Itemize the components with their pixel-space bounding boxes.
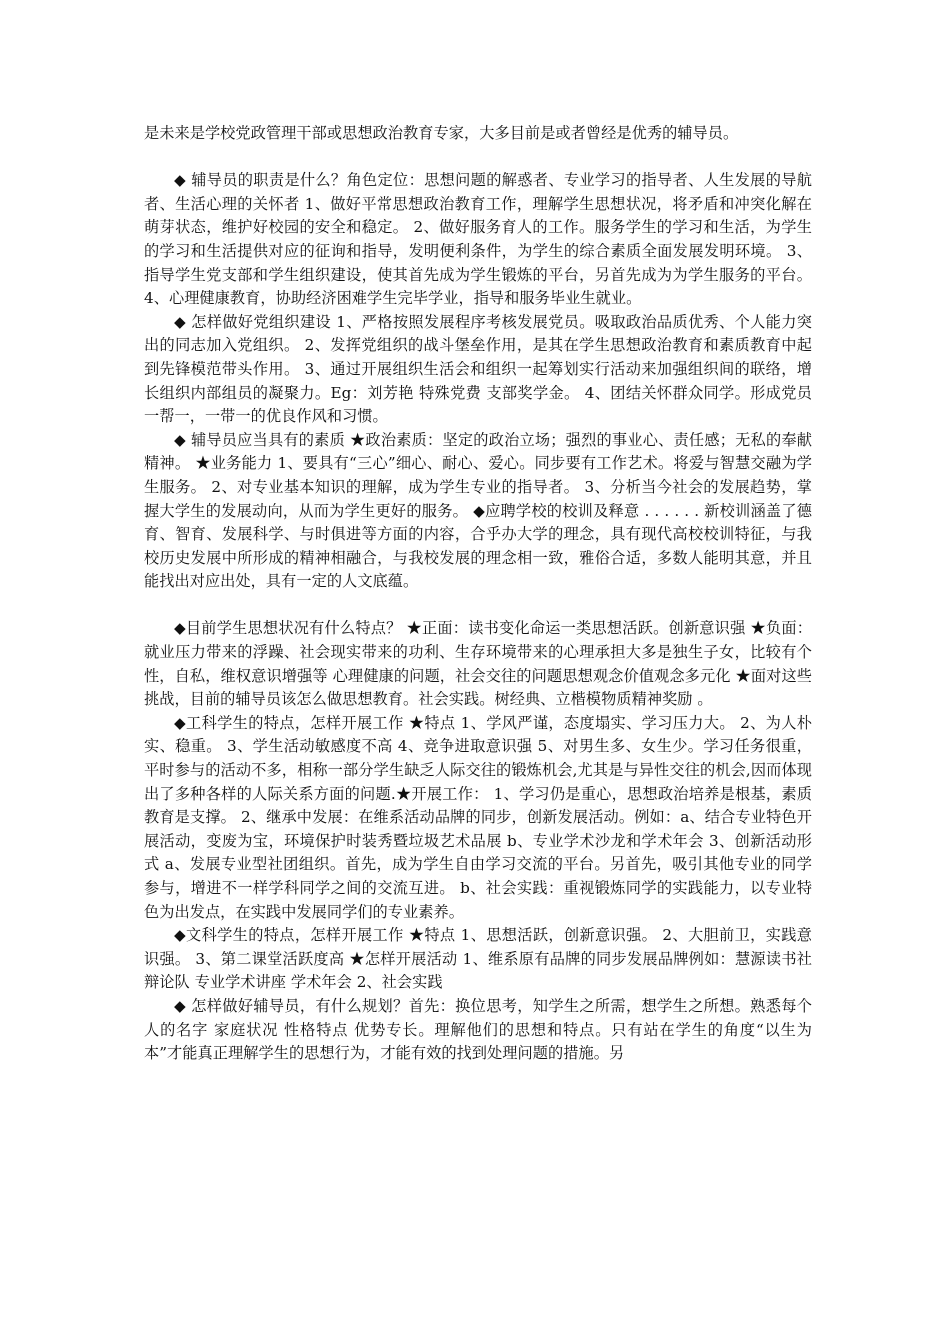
paragraph-counselor-plan: ◆ 怎样做好辅导员，有什么规划？首先：换位思考，知学生之所需，想学生之所想。熟悉每个人的名字 家庭状况 性格特点 优势专长。理解他们的思想和特点。只有站在学生的角度“以生为本”才能真正理解学生的思想行为，才能有效的找到处理问题的措施。另 — [144, 996, 812, 1063]
paragraph-gap — [144, 146, 812, 170]
paragraph-gap — [144, 594, 812, 618]
paragraph-liberal-arts-students: ◆文科学生的特点，怎样开展工作 ★特点 1、思想活跃，创新意识强。 2、大胆前卫，实践意识强。 3、第二课堂活跃度高 ★怎样开展活动 1、维系原有品牌的同步发展品牌例如：慧源读书社 辩论队 专业学术讲座 学术年会 2、社会实践 — [144, 926, 812, 992]
paragraph-counselor-duties: ◆ 辅导员的职责是什么？角色定位：思想问题的解惑者、专业学习的指导者、人生发展的导航者、生活心理的关怀者 1、做好平常思想政治教育工作，理解学生思想状况，将矛盾和冲突化解在萌芽状态，维护好校园的安全和稳定。 2、做好服务育人的工作。服务学生的学习和生活，为学生的学习和生活提供对应的征询和指导，发明便利条件，为学生的综合素质全面发展发明环境。 3、指导学生党支部和学生组织建设，使其首先成为学生锻炼的平台，另首先成为为学生服务的平台。 4、心理健康教育，协助经济困难学生完毕学业，指导和服务毕业生就业。 — [144, 171, 812, 308]
paragraph-student-thinking: ◆目前学生思想状况有什么特点？ ★正面：读书变化命运一类思想活跃。创新意识强 ★负面：就业压力带来的浮躁、社会现实带来的功利、生存环境带来的心理承担大多是独生子女，比较有个性，自私，维权意识增强等 心理健康的问题，社会交往的问题思想观念价值观念多元化 ★面对这些挑战，目前的辅导员该怎么做思想教育。社会实践。树经典、立楷模物质精神奖励 。 — [144, 619, 812, 709]
paragraph-party-building: ◆ 怎样做好党组织建设 1、严格按照发展程序考核发展党员。吸取政治品质优秀、个人能力突出的同志加入党组织。 2、发挥党组织的战斗堡垒作用，是其在学生思想政治教育和素质教育中起到先锋模范带头作用。 3、通过开展组织生活会和组织一起筹划实行活动来加强组织间的联络，增长组织内部组员的凝聚力。Eg：刘芳艳 特殊党费 支部奖学金。 4、团结关怀群众同学。形成党员一帮一，一带一的优良作风和习惯。 — [144, 312, 812, 426]
paragraph-engineering-students: ◆工科学生的特点，怎样开展工作 ★特点 1、学风严谨，态度塌实、学习压力大。 2、为人朴实、稳重。 3、学生活动敏感度不高 4、竞争进取意识强 5、对男生多、女生少。学习任务很重，平时参与的活动不多，相称一部分学生缺乏人际交往的锻炼机会,尤其是与异性交往的机会,因而体现出了多种各样的人际关系方面的问题.★开展工作： 1、学习仍是重心，思想政治培养是根基，素质教育是支撑。 2、继承中发展：在维系活动品牌的同步，创新发展活动。例如：a、结合专业特色开展活动，变废为宝，环境保护时装秀暨垃圾艺术品展 b、专业学术沙龙和学术年会 3、创新活动形式 a、发展专业型社团组织。首先，成为学生自由学习交流的平台。另首先，吸引其他专业的同学参与，增进不一样学科同学之间的交流互进。 b、社会实践：重视锻炼同学的实践能力，以专业特色为出发点，在实践中发展同学们的专业素养。 — [144, 713, 812, 921]
document-page — [144, 122, 812, 1066]
paragraph-counselor-qualities: ◆ 辅导员应当具有的素质 ★政治素质：坚定的政治立场；强烈的事业心、责任感；无私的奉献精神。 ★业务能力 1、要具有“三心”细心、耐心、爱心。同步要有工作艺术。将爱与智慧交融为学生服务。 2、对专业基本知识的理解，成为学生专业的指导者。 3、分析当今社会的发展趋势，掌握大学生的发展动向，从而为学生更好的服务。 ◆应聘学校的校训及释意 . . . . . . 新校训涵盖了德育、智育、发展科学、与时俱进等方面的内容，合乎办大学的理念，具有现代高校校训特征，与我校历史发展中所形成的精神相融合，与我校发展的理念相一致，雅俗合适，多数人能明其意，并且能找出对应出处，具有一定的人文底蕴。 — [144, 430, 812, 591]
paragraph-intro: 是未来是学校党政管理干部或思想政治教育专家，大多目前是或者曾经是优秀的辅导员。 — [144, 124, 739, 142]
